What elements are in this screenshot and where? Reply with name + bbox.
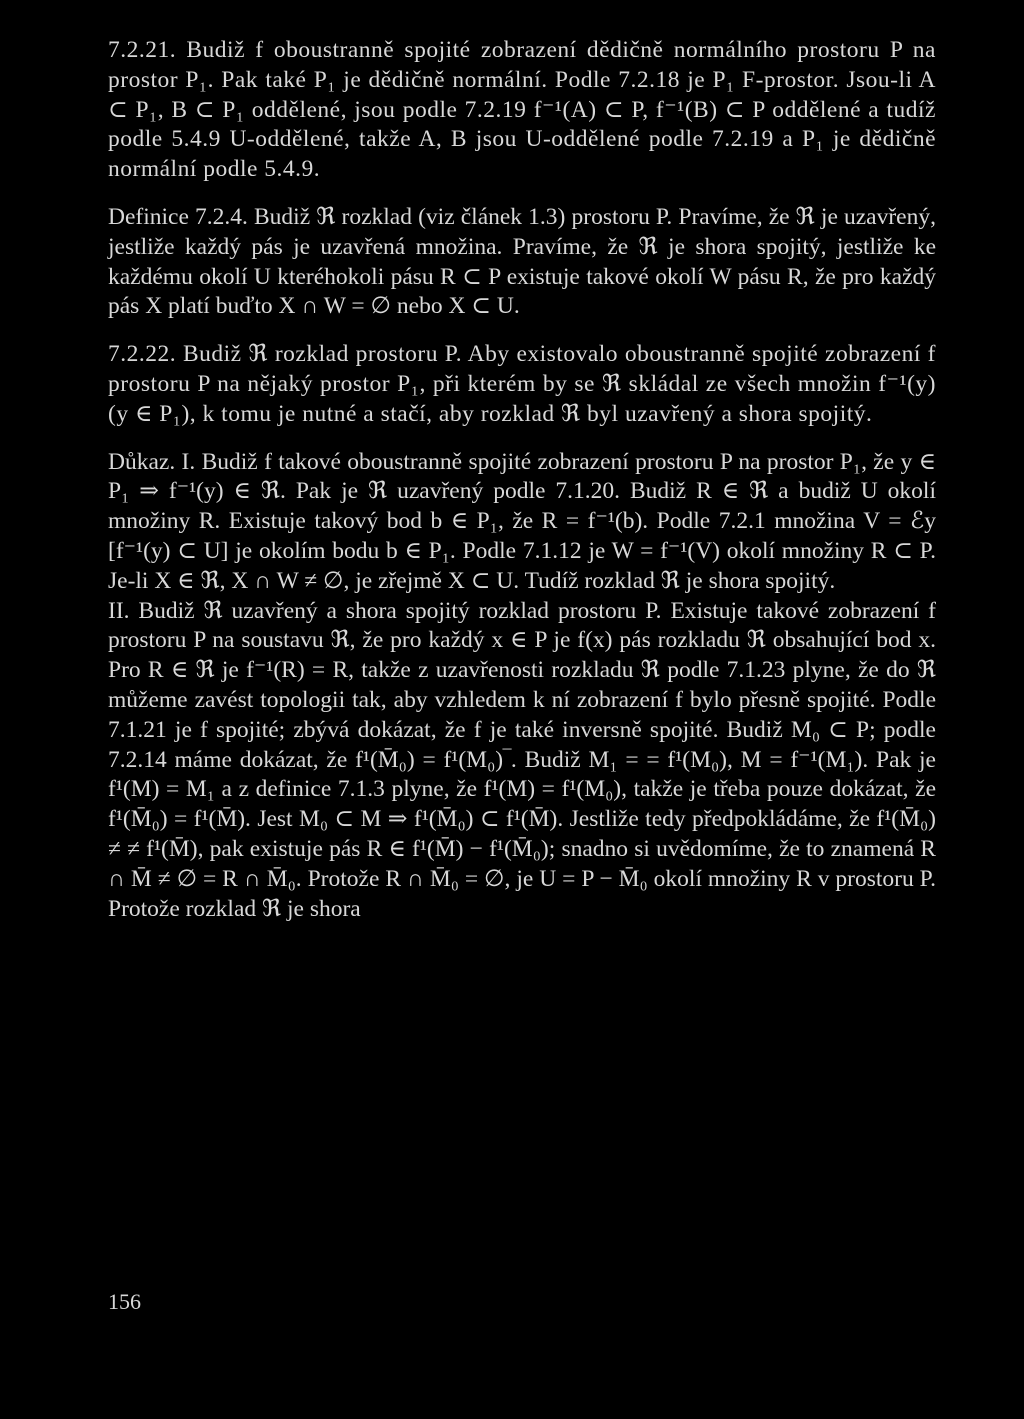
page-number: 156 — [108, 1289, 141, 1314]
proof-part-1: Důkaz. I. Budiž f takové oboustranně spojité zobrazení prostoru P na prostor P₁, že y ∈ P₁ ⇒ f⁻¹(y) ∈ ℜ. Pak je ℜ uzavřený podle 7.1.20. Budiž R ∈ ℜ a budiž U okolí množiny R. Existuje takový bod b ∈ P₁, že R = f⁻¹(b). Podle 7.2.1 množina V = ℰy [f⁻¹(y) ⊂ U] je okolím bodu b ∈ P₁. Podle 7.1.12 je W = f⁻¹(V) okolí množiny R ⊂ P. Je-li X ∈ ℜ, X ∩ W ≠ ∅, je zřejmě X ⊂ U. Tudíž rozklad ℜ je shora spojitý. — [108, 448, 936, 594]
proof-part-2: II. Budiž ℜ uzavřený a shora spojitý rozklad prostoru P. Existuje takové zobrazení f prostoru P na soustavu ℜ, že pro každý x ∈ P je f(x) pás rozkladu ℜ obsahující bod x. Pro R ∈ ℜ je f⁻¹(R) = R, takže z uzavřenosti rozkladu ℜ podle 7.1.23 plyne, že do ℜ můžeme zavést topologii tak, aby vzhledem k ní zobrazení f bylo přesně spojité. Podle 7.1.21 je f spojité; zbývá dokázat, že f je také inversně spojité. Budiž M₀ ⊂ P; podle 7.2.14 máme dokázat, že f¹(M̄₀) = f¹(M₀)‾. Budiž M₁ = = f¹(M₀), M = f⁻¹(M₁). Pak je f¹(M) = M₁ a z definice 7.1.3 plyne, že f¹(M) = f¹(M₀), takže je třeba pouze dokázat, že f¹(M̄₀) = f¹(M̄). Jest M₀ ⊂ M ⇒ f¹(M̄₀) ⊂ f¹(M̄). Jestliže tedy předpokládáme, že f¹(M̄₀) ≠ ≠ f¹(M̄), pak existuje pás R ∈ f¹(M̄) − f¹(M̄₀); snadno si uvědomíme, že to znamená R ∩ M̄ ≠ ∅ = R ∩ M̄₀. Protože R ∩ M̄₀ = ∅, je U = P − M̄₀ okolí množiny R v prostoru P. Protože rozklad ℜ je shora — [108, 597, 936, 922]
paragraph-gap — [108, 430, 936, 448]
text-column — [108, 36, 936, 924]
theorem-7-2-21: 7.2.21. Budiž f oboustranně spojité zobrazení dědičně normálního prostoru P na prostor P₁. Pak také P₁ je dědičně normální. Podle 7.2.18 je P₁ F-prostor. Jsou-li A ⊂ P₁, B ⊂ P₁ oddělené, jsou podle 7.2.19 f⁻¹(A) ⊂ P, f⁻¹(B) ⊂ P oddělené a tudíž podle 5.4.9 U-oddělené, takže A, B jsou U-oddělené podle 7.2.19 a P₁ je dědičně normální podle 5.4.9. — [108, 37, 936, 183]
paragraph-gap — [108, 322, 936, 340]
theorem-7-2-22: 7.2.22. Budiž ℜ rozklad prostoru P. Aby existovalo oboustranně spojité zobrazení f prostoru P na nějaký prostor P₁, při kterém by se ℜ skládal ze všech množin f⁻¹(y) (y ∈ P₁), k tomu je nutné a stačí, aby rozklad ℜ byl uzavřený a shora spojitý. — [108, 341, 936, 427]
definition-7-2-4: Definice 7.2.4. Budiž ℜ rozklad (viz článek 1.3) prostoru P. Pravíme, že ℜ je uzavřený, jestliže každý pás je uzavřená množina. Pravíme, že ℜ je shora spojitý, jestliže ke každému okolí U kteréhokoli pásu R ⊂ P existuje takové okolí W pásu R, že pro každý pás X platí buďto X ∩ W = ∅ nebo X ⊂ U. — [108, 203, 936, 320]
paragraph-gap — [108, 185, 936, 203]
